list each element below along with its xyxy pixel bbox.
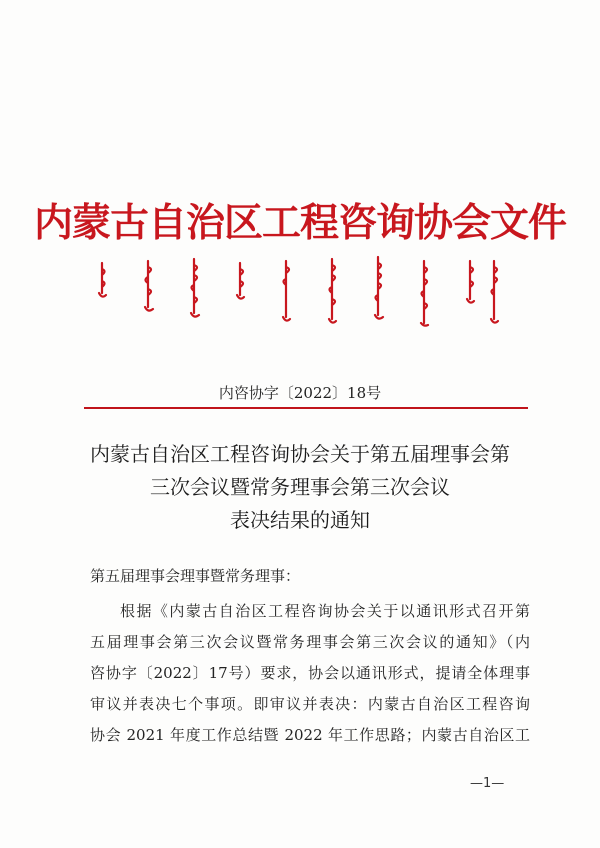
notice-title (0, 438, 600, 537)
document-number: 内咨协字〔2022〕18号 (218, 384, 382, 402)
body-line: 咨协字〔2022〕17号）要求，协会以通讯形式，提请全体理事 (90, 664, 530, 682)
mongolian-script-icon (90, 255, 510, 327)
body-line: 五届理事会第三次会议暨常务理事会第三次会议的通知》（内 (90, 633, 530, 651)
body-text (90, 596, 530, 751)
masthead-title: 内蒙古自治区工程咨询协会文件 (33, 201, 566, 246)
body-line: 协会 2021 年度工作总结暨 2022 年工作思路；内蒙古自治区工 (90, 726, 530, 744)
title-line: 内蒙古自治区工程咨询协会关于第五届理事会第 (90, 442, 510, 466)
page-number: —1— (470, 776, 505, 791)
body-line: 审议并表决七个事项。即审议并表决：内蒙古自治区工程咨询 (90, 695, 530, 713)
title-line: 表决结果的通知 (230, 508, 370, 532)
addressee: 第五届理事会理事暨常务理事： (90, 567, 301, 585)
red-divider (84, 407, 528, 409)
body-line: 根据《内蒙古自治区工程咨询协会关于以通讯形式召开第 (120, 602, 530, 620)
title-line: 三次会议暨常务理事会第三次会议 (150, 475, 450, 499)
